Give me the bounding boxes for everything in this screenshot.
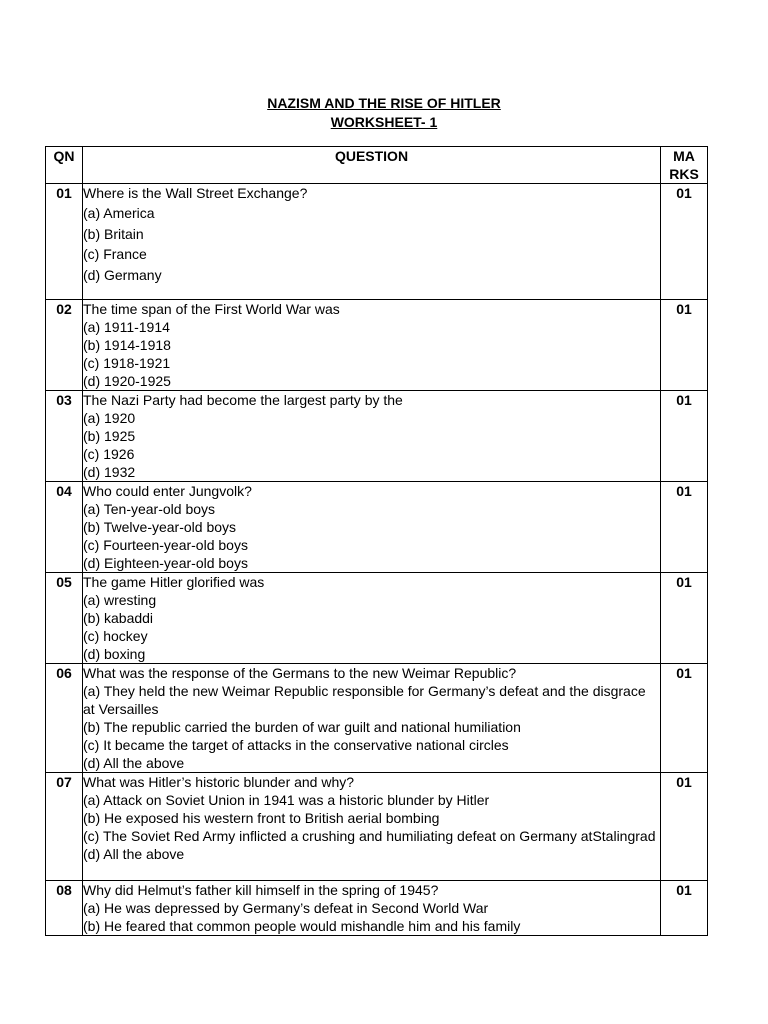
option: (d) 1932	[83, 464, 136, 480]
marks-column-header	[661, 147, 708, 184]
option: (b) He feared that common people would mishandle him and his family	[83, 918, 521, 934]
marks-header-line1: MA	[673, 148, 695, 164]
marks-value: 01	[661, 664, 708, 773]
question-number: 08	[46, 881, 83, 936]
worksheet-title: NAZISM AND THE RISE OF HITLER	[267, 95, 501, 111]
option: (c) The Soviet Red Army inflicted a crushing and humiliating defeat on Germany atStalingrad	[83, 828, 656, 844]
question-number: 01	[46, 184, 83, 300]
option: (c) hockey	[83, 628, 148, 644]
option: (c) France	[83, 246, 147, 262]
option: (b) 1914-1918	[83, 337, 171, 353]
option: (c) It became the target of attacks in the conservative national circles	[83, 737, 509, 753]
option: (b) Britain	[83, 225, 144, 242]
question-cell	[83, 482, 661, 573]
option: (a) Ten-year-old boys	[83, 501, 216, 517]
marks-value: 01	[661, 184, 708, 300]
question-cell	[83, 664, 661, 773]
question-number: 03	[46, 391, 83, 482]
option: (b) He exposed his western front to British aerial bombing	[83, 810, 440, 826]
marks-value: 01	[661, 391, 708, 482]
table-row	[46, 184, 708, 300]
option: (b) 1925	[83, 428, 136, 444]
option: (a) Attack on Soviet Union in 1941 was a historic blunder by Hitler	[83, 792, 490, 808]
question-cell	[83, 773, 661, 881]
question-cell	[83, 300, 661, 391]
option: (c) 1918-1921	[83, 355, 171, 371]
question-number: 05	[46, 573, 83, 664]
option: (d) All the above	[83, 755, 185, 771]
question-column-header: QUESTION	[83, 147, 661, 184]
question-text: Where is the Wall Street Exchange?	[83, 185, 308, 201]
question-number: 07	[46, 773, 83, 881]
table-row	[46, 482, 708, 573]
question-number: 02	[46, 300, 83, 391]
marks-value: 01	[661, 773, 708, 881]
question-cell	[83, 184, 661, 300]
option: (c) Fourteen-year-old boys	[83, 537, 248, 553]
marks-value: 01	[661, 881, 708, 936]
question-text: Who could enter Jungvolk?	[83, 483, 252, 499]
option: (c) 1926	[83, 446, 135, 462]
table-header-row	[46, 147, 708, 184]
question-text: Why did Helmut’s father kill himself in the spring of 1945?	[83, 882, 439, 898]
option: (d) boxing	[83, 646, 146, 662]
question-number: 04	[46, 482, 83, 573]
option: (b) Twelve-year-old boys	[83, 519, 237, 535]
question-text: The Nazi Party had become the largest party by the	[83, 392, 403, 408]
option: (b) The republic carried the burden of war guilt and national humiliation	[83, 719, 521, 735]
table-row	[46, 573, 708, 664]
marks-value: 01	[661, 573, 708, 664]
option: (a) America	[83, 205, 155, 221]
question-cell	[83, 881, 661, 936]
table-row	[46, 773, 708, 881]
marks-value: 01	[661, 482, 708, 573]
worksheet-subtitle: WORKSHEET- 1	[330, 114, 438, 130]
option: (a) 1911-1914	[83, 319, 170, 335]
option: (b) kabaddi	[83, 610, 154, 626]
question-text: What was Hitler’s historic blunder and why?	[83, 774, 355, 790]
option: (a) wresting	[83, 592, 157, 608]
table-row	[46, 391, 708, 482]
questions-table	[45, 146, 708, 936]
qn-column-header: QN	[46, 147, 83, 184]
marks-header-line2: RKS	[669, 166, 699, 182]
question-text: What was the response of the Germans to the new Weimar Republic?	[83, 665, 517, 681]
worksheet-title-block	[0, 94, 768, 132]
question-text: The game Hitler glorified was	[83, 574, 265, 590]
question-text: The time span of the First World War was	[83, 301, 340, 317]
option: (d) 1920-1925	[83, 373, 171, 389]
table-row	[46, 300, 708, 391]
option: (a) 1920	[83, 410, 136, 426]
question-cell	[83, 391, 661, 482]
table-row	[46, 881, 708, 936]
marks-value: 01	[661, 300, 708, 391]
option: (d) All the above	[83, 846, 185, 862]
option: (d) Germany	[83, 266, 162, 283]
table-row	[46, 664, 708, 773]
option: (a) They held the new Weimar Republic responsible for Germany’s defeat and the disgrace at Versailles	[83, 683, 646, 717]
option: (a) He was depressed by Germany’s defeat in Second World War	[83, 900, 489, 916]
question-number: 06	[46, 664, 83, 773]
question-cell	[83, 573, 661, 664]
option: (d) Eighteen-year-old boys	[83, 555, 248, 571]
